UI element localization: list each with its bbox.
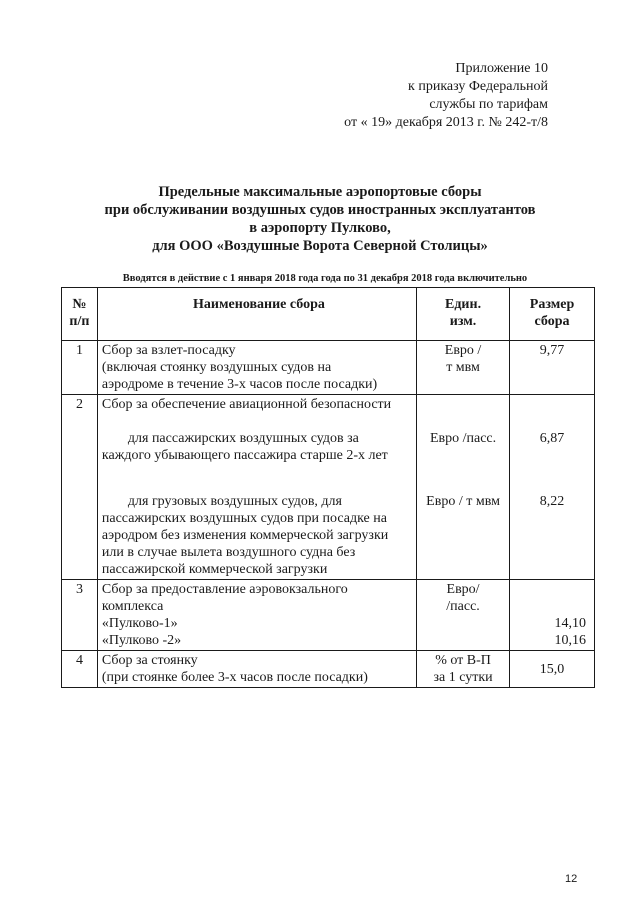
header-number: № п/п: [62, 288, 98, 341]
fee-unit: Евро/ /пасс.: [417, 580, 510, 651]
header-rate: Размер сбора: [510, 288, 595, 341]
table-row: [62, 651, 595, 688]
appendix-reference: [288, 60, 548, 132]
row-number: 3: [62, 580, 98, 651]
fee-name: Сбор за обеспечение авиационной безопасности для пассажирских воздушных судов за каждого убывающего пассажира старше 2-х лет для грузовых воздушных судов, для пассажирских воздушных судов при посадке на аэродром без изменения коммерческой загрузки или в случае вылета воздушного судна без пассажирской коммерческой загрузки: [97, 395, 416, 580]
appendix-line: службы по тарифам: [429, 97, 548, 112]
title-line: при обслуживании воздушных судов иностранных эксплуатантов: [104, 202, 536, 218]
effective-period: Вводятся в действие с 1 января 2018 года года по 31 декабря 2018 года включительно: [122, 273, 528, 284]
title-line: в аэропорту Пулково,: [249, 220, 391, 236]
fee-rate: 15,0: [510, 651, 595, 688]
title-line: для ООО «Воздушные Ворота Северной Столицы»: [152, 238, 488, 254]
header-unit: Един. изм.: [417, 288, 510, 341]
page-number: 12: [565, 873, 578, 885]
tariff-table: [61, 287, 595, 688]
appendix-line: Приложение 10: [455, 61, 548, 76]
table-row: [62, 580, 595, 651]
row-number: 4: [62, 651, 98, 688]
appendix-line: к приказу Федеральной: [408, 79, 548, 94]
row-number: 1: [62, 341, 98, 395]
row-number: 2: [62, 395, 98, 580]
fee-unit: Евро / т мвм: [417, 341, 510, 395]
table-header-row: [62, 288, 595, 341]
fee-name: Сбор за стоянку (при стоянке более 3-х часов после посадки): [97, 651, 416, 688]
fee-rate: 14,10 10,16: [510, 580, 595, 651]
header-fee-name: Наименование сбора: [97, 288, 416, 341]
fee-rate: 9,77: [510, 341, 595, 395]
fee-unit: % от В-П за 1 сутки: [417, 651, 510, 688]
fee-name: Сбор за взлет-посадку (включая стоянку воздушных судов на аэродроме в течение 3-х часов после посадки): [97, 341, 416, 395]
fee-name: Сбор за предоставление аэровокзального комплекса «Пулково-1» «Пулково -2»: [97, 580, 416, 651]
fee-unit: Евро /пасс. Евро / т мвм: [417, 395, 510, 580]
document-title: [60, 183, 580, 255]
title-line: Предельные максимальные аэропортовые сборы: [158, 184, 482, 200]
appendix-line: от « 19» декабря 2013 г. № 242-т/8: [344, 115, 548, 130]
table-row: [62, 395, 595, 580]
table-row: [62, 341, 595, 395]
fee-rate: 6,87 8,22: [510, 395, 595, 580]
